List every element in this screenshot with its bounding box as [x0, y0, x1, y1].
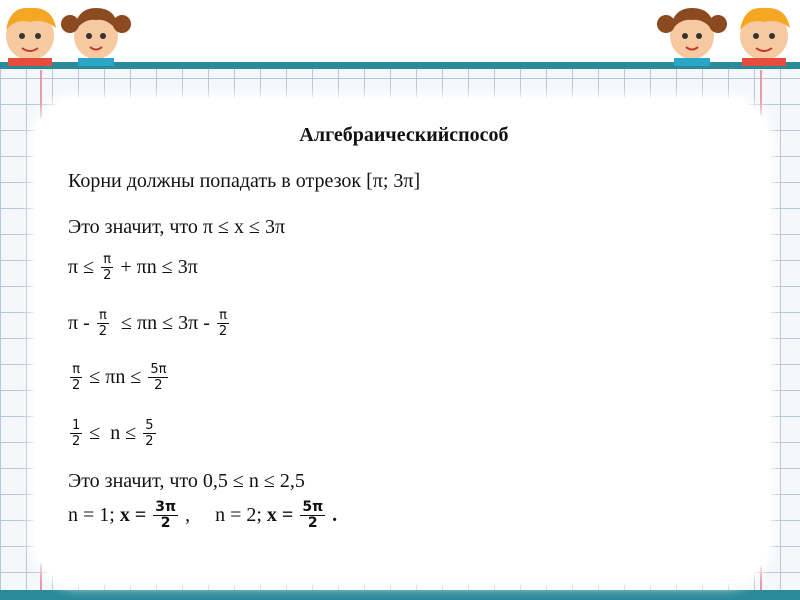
- line-inequality-step3: [68, 362, 170, 393]
- text-part: + πn ≤ 3π: [115, 256, 198, 278]
- text-part: π ≤: [68, 256, 100, 278]
- fraction: [70, 362, 82, 393]
- fraction-denominator: 2: [160, 515, 171, 531]
- text-part: π -: [68, 312, 95, 334]
- text-part: , n = 2;: [180, 504, 267, 526]
- text-part: ≤ πn ≤: [84, 366, 147, 388]
- fraction: [70, 418, 82, 449]
- line-answer: [68, 500, 337, 531]
- fraction-denominator: 2: [145, 434, 154, 449]
- fraction: [97, 308, 109, 339]
- line-n-range: Это значит, что 0,5 ≤ n ≤ 2,5: [68, 470, 305, 492]
- fraction: [143, 418, 155, 449]
- fraction-denominator: 2: [307, 515, 318, 531]
- fraction: [217, 308, 229, 339]
- fraction-denominator: 2: [98, 324, 108, 339]
- text-part: .: [327, 504, 338, 526]
- fraction: [300, 500, 325, 531]
- line-inequality-step4: [68, 418, 158, 449]
- fraction-numerator: π: [103, 252, 112, 267]
- fraction-numerator: 1: [72, 418, 81, 433]
- line-segment-condition: Корни должны попадать в отрезок [π; 3π]: [68, 170, 421, 192]
- fraction: [148, 362, 168, 393]
- fraction-numerator: 5: [145, 418, 154, 433]
- fraction-denominator: 2: [218, 324, 228, 339]
- fraction-denominator: 2: [103, 268, 112, 283]
- fraction-numerator: π: [219, 308, 227, 323]
- line-inequality-x: Это значит, что π ≤ x ≤ 3π: [68, 216, 286, 238]
- answer-x-label: x =: [119, 504, 152, 526]
- footer-stripe: [0, 590, 800, 600]
- fraction-numerator: 5π: [150, 362, 167, 377]
- text-part: n = 1;: [68, 504, 120, 526]
- slide-title: Алгебраическийспособ: [299, 124, 509, 146]
- fraction: [153, 500, 178, 531]
- line-inequality-step1: [68, 252, 198, 283]
- girl-and-boy-icon: [650, 0, 800, 66]
- fraction: [101, 252, 113, 283]
- answer-x-label: x =: [266, 504, 299, 526]
- fraction-numerator: π: [98, 308, 107, 323]
- text-part: ≤ πn ≤ 3π -: [111, 312, 215, 334]
- fraction-denominator: 2: [72, 378, 81, 393]
- fraction-denominator: 2: [154, 378, 163, 393]
- fraction-numerator: 3π: [155, 499, 177, 515]
- line-inequality-step2: [68, 308, 231, 339]
- fraction-numerator: π: [72, 362, 81, 377]
- text-part: ≤ n ≤: [84, 422, 142, 444]
- fraction-numerator: 5π: [302, 499, 324, 515]
- boy-and-girl-icon: [0, 0, 140, 66]
- fraction-denominator: 2: [72, 434, 81, 449]
